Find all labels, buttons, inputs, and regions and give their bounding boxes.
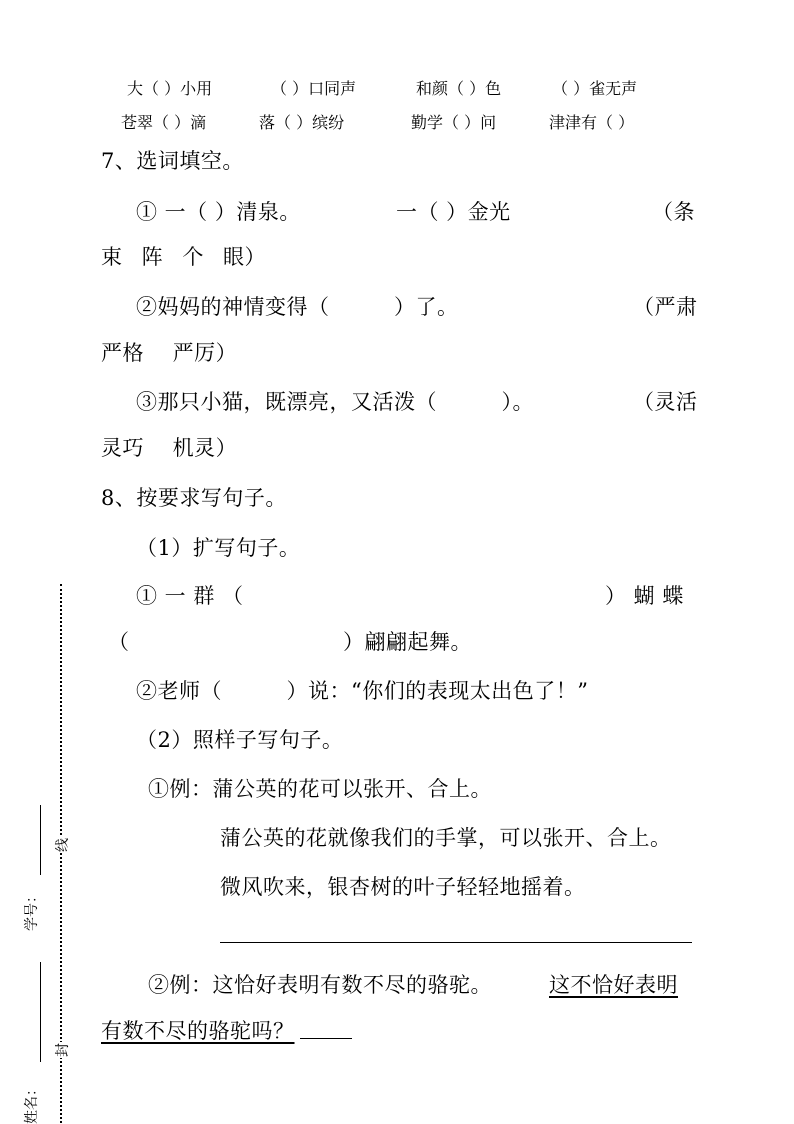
idiom-2-1: 苍翠（ ）滴 — [121, 113, 207, 132]
q8-part1-title: （1）扩写句子。 — [136, 536, 301, 560]
answer-line[interactable] — [220, 942, 692, 943]
q8-p1-item1-line2-open: （ — [108, 630, 130, 654]
q7-item3: ③那只小猫，既漂亮，又活泼（ ）。 — [136, 390, 534, 414]
student-id-label: 学号： — [24, 889, 40, 931]
binding-seal-char: 封 — [52, 1042, 72, 1058]
idiom-2-2: 落（ ）缤纷 — [259, 113, 345, 132]
q8-title: 8、按要求写句子。 — [101, 486, 287, 510]
binding-line-char: 线 — [52, 837, 72, 853]
q7-item1-options-start: （条 — [652, 200, 695, 224]
q7-title: 7、选词填空。 — [101, 149, 244, 173]
idiom-2-4: 津津有（ ） — [549, 113, 635, 132]
q8-ex2-label: ②例：这恰好表明有数不尽的骆驼。 — [148, 973, 492, 997]
q8-ex1-task: 微风吹来，银杏树的叶子轻轻地摇着。 — [220, 875, 586, 899]
q7-item3-options-end: 灵巧 机灵） — [101, 436, 238, 460]
q8-p1-item2: ②老师（ ）说：“你们的表现太出色了！” — [136, 679, 589, 703]
q7-item2: ②妈妈的神情变得（ ）了。 — [136, 295, 459, 319]
q8-ex2-answer-b: 有数不尽的骆驼吗？ — [101, 1019, 295, 1043]
q8-part2-title: （2）照样子写句子。 — [136, 728, 344, 752]
q7-item2-options-end: 严格 严厉） — [101, 341, 238, 365]
q8-ex2-answer-a: 这不恰好表明 — [549, 973, 678, 997]
name-label: 姓名： — [24, 1082, 40, 1124]
idiom-1-1: 大（ ）小用 — [127, 79, 213, 98]
q8-p1-item1-line2-close: ）翩翩起舞。 — [343, 630, 472, 654]
q7-item3-options-start: （灵活 — [633, 390, 698, 414]
q8-p1-item1-start: ① 一 群 （ — [136, 584, 244, 608]
idiom-2-3: 勤学（ ）问 — [411, 113, 497, 132]
q8-p1-item1-end: ） 蝴 蝶 — [605, 584, 684, 608]
idiom-1-2: （ ）口同声 — [271, 79, 357, 98]
q7-item1-options-end: 束 阵 个 眼） — [101, 245, 267, 269]
ex2-underline-tail — [300, 1038, 352, 1039]
name-underline — [40, 962, 41, 1062]
idiom-1-3: 和颜（ ）色 — [416, 79, 502, 98]
idiom-1-4: （ ）雀无声 — [552, 79, 638, 98]
q7-item1-b: 一（ ）金光 — [396, 200, 511, 224]
q8-ex1-sample: 蒲公英的花就像我们的手掌，可以张开、合上。 — [220, 826, 672, 850]
q7-item1-a: ① 一（ ）清泉。 — [136, 200, 301, 224]
q7-item2-options-start: （严肃 — [633, 295, 698, 319]
q8-ex1-label: ①例：蒲公英的花可以张开、合上。 — [148, 777, 492, 801]
student-id-underline — [40, 805, 41, 875]
